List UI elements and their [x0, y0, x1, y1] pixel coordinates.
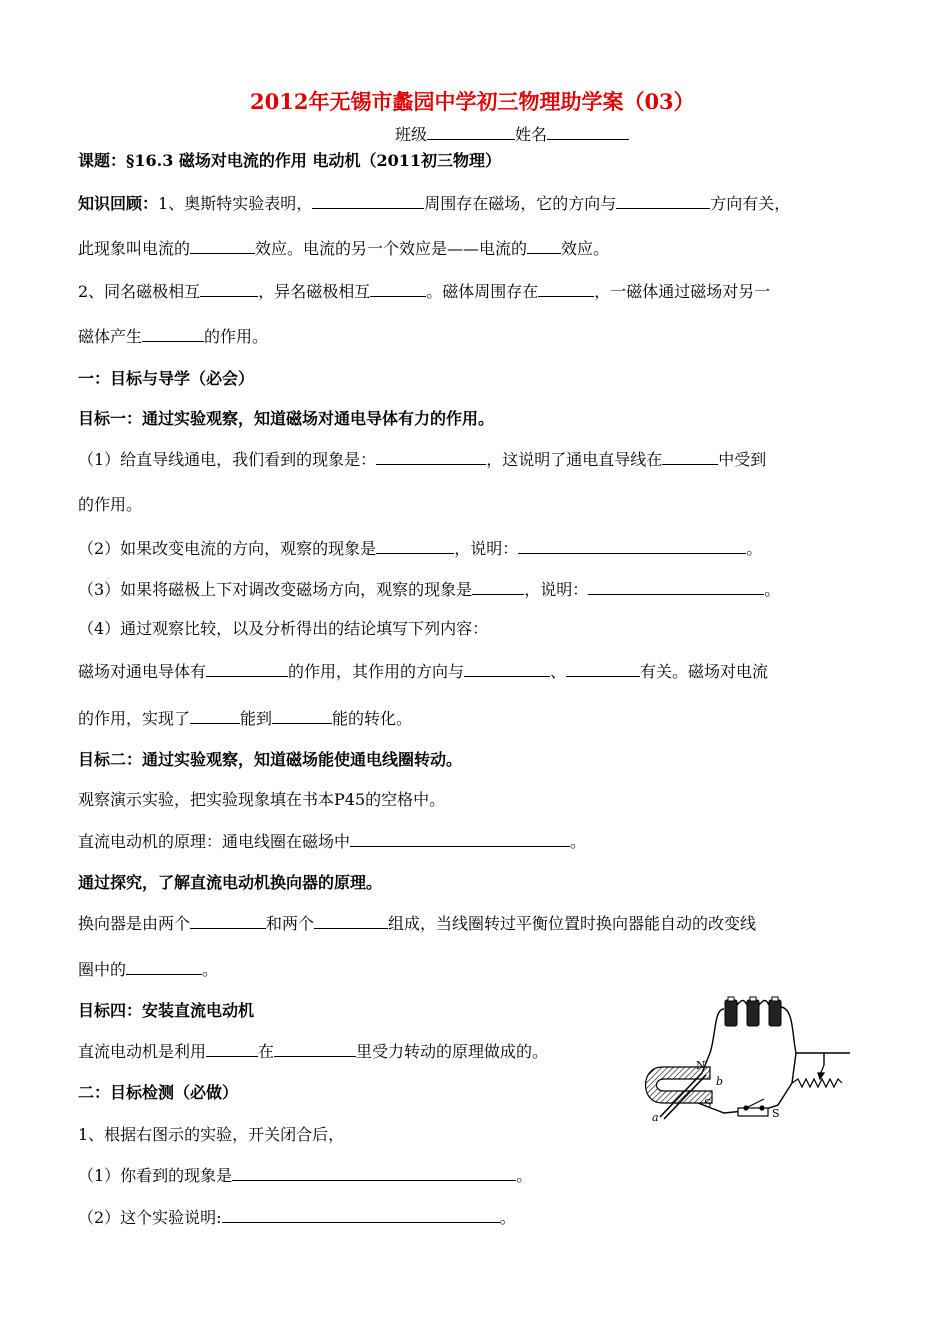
page-title: 2012年无锡市蠡园中学初三物理助学案（03）	[250, 89, 695, 114]
blank[interactable]	[126, 958, 202, 975]
goal4-p1-text-b: 在	[258, 1042, 275, 1061]
goal1-p5-text-b: 的作用，其作用的方向与	[288, 662, 465, 681]
pole-s-label: S	[704, 1097, 712, 1110]
blank[interactable]	[232, 1164, 516, 1181]
class-name-line	[395, 122, 629, 145]
rheostat-icon	[792, 1065, 842, 1087]
blank[interactable]	[274, 1040, 356, 1057]
blank[interactable]	[142, 325, 204, 342]
goal1-p5	[78, 660, 768, 683]
review-q1-text-e: 效应。电流的另一个效应是——电流的	[255, 239, 528, 258]
goal1-p5-text-c: 、	[550, 662, 567, 681]
goal1-p1-line1	[78, 448, 766, 471]
goal2-heading: 目标二：通过实验观察，知道磁场能使通电线圈转动。	[78, 750, 463, 769]
test-q1-2	[78, 1206, 516, 1229]
review-label: 知识回顾：	[78, 194, 159, 213]
goal1-p3-text-b: ，说明：	[524, 580, 589, 599]
name-label: 姓名	[515, 125, 548, 144]
review-q1-text-b: 周围存在磁场，它的方向与	[424, 194, 617, 213]
goal1-heading: 目标一：通过实验观察，知道磁场对通电导体有力的作用。	[78, 409, 495, 428]
goal1-p2-text-c: 。	[746, 539, 763, 558]
motor-experiment-figure	[632, 995, 882, 1130]
review-q1-line1	[78, 192, 790, 215]
class-blank[interactable]	[427, 123, 515, 140]
goal2-p2-text-a: 直流电动机的原理：通电线圈在磁场中	[78, 832, 351, 851]
goal1-p5-text-d: 有关。磁场对电流	[640, 662, 769, 681]
goal1-p5-text-a: 磁场对通电导体有	[78, 662, 207, 681]
goal3-p2	[78, 958, 218, 981]
blank[interactable]	[527, 237, 561, 254]
blank[interactable]	[312, 192, 424, 209]
switch-icon	[738, 1099, 768, 1116]
blank[interactable]	[272, 707, 332, 724]
blank[interactable]	[200, 280, 258, 297]
review-q1-text-d: 此现象叫电流的	[78, 239, 191, 258]
battery-icon	[725, 997, 781, 1026]
goal1-p3-text-c: 。	[764, 580, 781, 599]
name-blank[interactable]	[547, 123, 629, 140]
review-q1-text-f: 效应。	[561, 239, 610, 258]
goal2-p2	[78, 830, 586, 853]
blank[interactable]	[350, 830, 570, 847]
goal1-p4: （4）通过观察比较，以及分析得出的结论填写下列内容：	[78, 619, 489, 638]
review-q2-line1	[78, 280, 770, 303]
test-q1-1	[78, 1164, 532, 1187]
goal3-p1-text-c: 组成，当线圈转过平衡位置时换向器能自动的改变线	[388, 914, 757, 933]
test-q1: 1、根据右图示的实验，开关闭合后，	[78, 1125, 345, 1144]
review-q2-text-a: 2、同名磁极相互	[78, 282, 201, 301]
section1-heading: 一：目标与导学（必会）	[78, 369, 255, 388]
test-q1-1-text-a: （1）你看到的现象是	[78, 1166, 233, 1185]
switch-s-label: S	[772, 1107, 780, 1120]
blank[interactable]	[370, 280, 426, 297]
goal4-heading: 目标四：安装直流电动机	[78, 1001, 255, 1020]
blank[interactable]	[206, 1040, 258, 1057]
goal3-p2-text-b: 。	[202, 960, 219, 979]
goal1-p1-text-c: 中受到	[718, 450, 767, 469]
review-q1-line2	[78, 237, 609, 260]
goal4-p1-text-a: 直流电动机是利用	[78, 1042, 207, 1061]
goal3-p2-text-a: 圈中的	[78, 960, 127, 979]
goal1-p3	[78, 578, 780, 601]
blank[interactable]	[314, 912, 388, 929]
goal3-heading: 通过探究，了解直流电动机换向器的原理。	[78, 873, 383, 892]
test-q1-2-text-a: （2）这个实验说明:	[78, 1208, 222, 1227]
point-b-label: b	[716, 1075, 724, 1088]
review-q2-text-f: 的作用。	[204, 327, 269, 346]
blank[interactable]	[190, 912, 266, 929]
goal1-p1-line2: 的作用。	[78, 495, 143, 514]
blank[interactable]	[472, 578, 524, 595]
review-q2-text-d: ，一磁体通过磁场对另一	[594, 282, 771, 301]
blank[interactable]	[206, 660, 288, 677]
point-a-label: a	[652, 1111, 659, 1124]
blank[interactable]	[222, 1206, 500, 1223]
class-label: 班级	[395, 125, 428, 144]
goal1-p6-text-a: 的作用，实现了	[78, 709, 191, 728]
goal1-p2-text-a: （2）如果改变电流的方向，观察的现象是	[78, 539, 377, 558]
review-q1-text-c: 方向有关，	[710, 194, 791, 213]
blank[interactable]	[376, 537, 454, 554]
goal3-p1-text-b: 和两个	[266, 914, 315, 933]
blank[interactable]	[616, 192, 710, 209]
test-q1-2-text-b: 。	[499, 1208, 516, 1227]
goal4-p1-text-c: 里受力转动的原理做成的。	[356, 1042, 549, 1061]
goal1-p6-text-c: 能的转化。	[332, 709, 413, 728]
goal1-p1-text-a: （1）给直导线通电，我们看到的现象是：	[78, 450, 377, 469]
blank[interactable]	[588, 578, 764, 595]
goal4-p1	[78, 1040, 548, 1063]
goal2-p2-text-b: 。	[570, 832, 587, 851]
goal3-p1-text-a: 换向器是由两个	[78, 914, 191, 933]
review-q2-text-e: 磁体产生	[78, 327, 143, 346]
pole-n-label: N	[696, 1059, 706, 1072]
review-q2-line2	[78, 325, 268, 348]
review-q1-text-a: 1、奥斯特实验表明，	[158, 194, 313, 213]
review-q2-text-c: 。磁体周围存在	[426, 282, 539, 301]
goal1-p2-text-b: ，说明：	[454, 539, 519, 558]
goal1-p6-text-b: 能到	[240, 709, 273, 728]
topic-text: §16.3 磁场对电流的作用 电动机（2011初三物理）	[126, 151, 502, 170]
topic-label: 课题：	[78, 151, 127, 170]
blank[interactable]	[662, 448, 718, 465]
blank[interactable]	[566, 660, 640, 677]
test-q1-1-text-b: 。	[516, 1166, 533, 1185]
blank[interactable]	[464, 660, 550, 677]
review-q2-text-b: ，异名磁极相互	[258, 282, 371, 301]
goal2-p1: 观察演示实验，把实验现象填在书本P45的空格中。	[78, 790, 446, 809]
goal1-p1-text-b: ，这说明了通电直导线在	[486, 450, 663, 469]
blank[interactable]	[190, 237, 255, 254]
topic-line	[78, 150, 501, 172]
goal1-p6	[78, 707, 412, 730]
goal1-p3-text-a: （3）如果将磁极上下对调改变磁场方向，观察的现象是	[78, 580, 473, 599]
goal3-p1	[78, 912, 756, 935]
blank[interactable]	[538, 280, 594, 297]
blank[interactable]	[376, 448, 486, 465]
goal1-p2	[78, 537, 762, 560]
blank[interactable]	[190, 707, 240, 724]
section2-heading: 二：目标检测（必做）	[78, 1083, 239, 1102]
blank[interactable]	[518, 537, 746, 554]
